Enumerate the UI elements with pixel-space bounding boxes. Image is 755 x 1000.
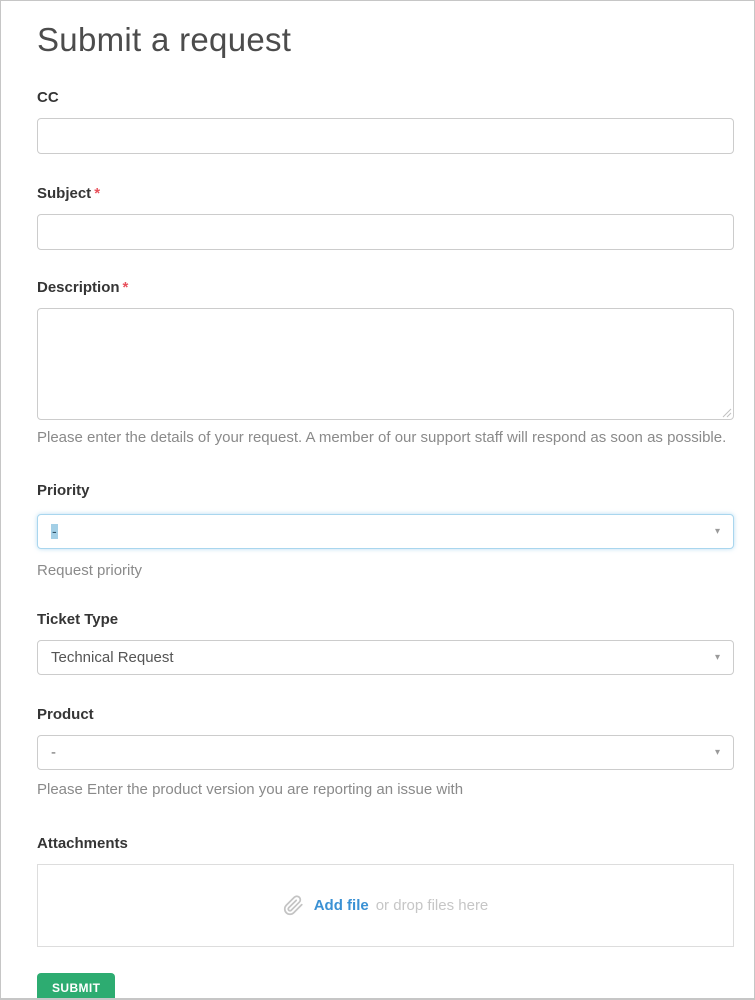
product-select[interactable] [37, 735, 734, 770]
page-title: Submit a request [37, 21, 292, 58]
attachments-label: Attachments [37, 835, 128, 852]
chevron-down-icon: ▾ [714, 746, 720, 758]
product-selected-value: - [51, 744, 56, 761]
ticket-type-label: Ticket Type [37, 611, 119, 628]
priority-helper-text: Request priority [37, 562, 143, 579]
description-textarea[interactable] [37, 308, 734, 420]
description-required-asterisk: * [122, 279, 129, 296]
subject-input[interactable] [37, 214, 734, 250]
cc-label: CC [37, 89, 59, 106]
drop-files-hint: or drop files here [375, 897, 489, 914]
chevron-down-icon: ▾ [714, 525, 720, 537]
description-textarea-wrap [37, 308, 734, 420]
product-label: Product [37, 706, 94, 723]
subject-required-asterisk: * [94, 185, 101, 202]
priority-selected-value: - [52, 523, 57, 540]
priority-select[interactable] [37, 514, 734, 549]
subject-label-text: Subject [37, 185, 92, 202]
cc-input[interactable] [37, 118, 734, 154]
description-helper-text: Please enter the details of your request. A member of our support staff will respond as soon as possible. [37, 429, 727, 446]
priority-label: Priority [37, 482, 90, 499]
subject-label [37, 185, 733, 202]
chevron-down-icon: ▾ [714, 651, 720, 663]
product-helper-text: Please Enter the product version you are reporting an issue with [37, 781, 464, 798]
ticket-type-select[interactable] [37, 640, 734, 675]
description-label [37, 279, 733, 296]
submit-button[interactable]: SUBMIT [37, 973, 115, 1000]
description-label-text: Description [37, 279, 120, 296]
paperclip-icon [283, 895, 304, 916]
add-file-link[interactable]: Add file [313, 897, 369, 914]
ticket-type-selected-value: Technical Request [51, 649, 174, 666]
attachments-dropzone[interactable] [37, 864, 734, 947]
